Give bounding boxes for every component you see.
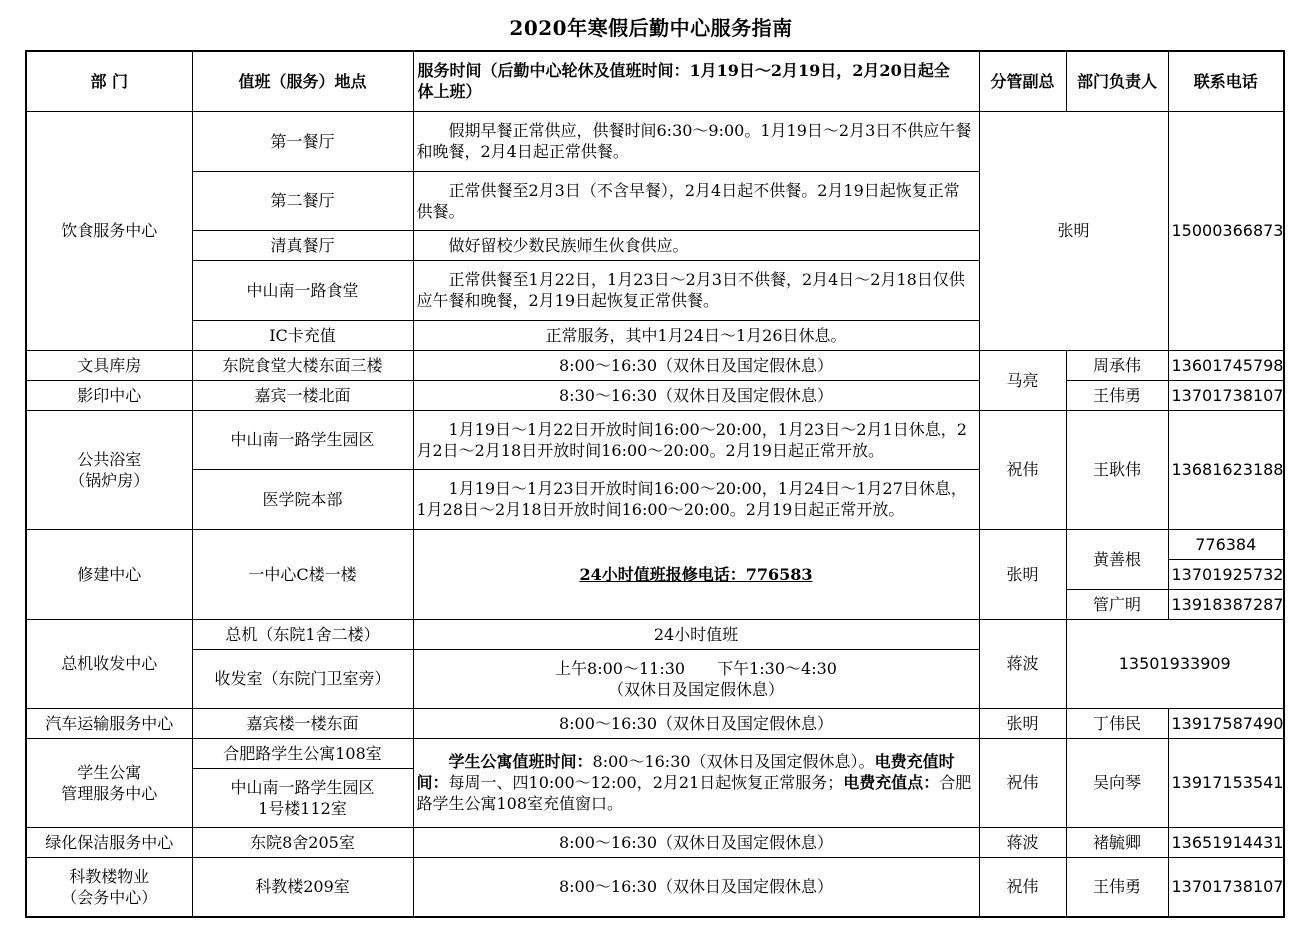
table-row	[26, 738, 1284, 768]
dept-line: 公共浴室	[77, 449, 142, 469]
deputy-cell: 蒋波	[979, 619, 1066, 708]
header-row	[26, 51, 1284, 111]
service-time-cell: 8:00～16:30（双休日及国定假休息）	[413, 708, 979, 738]
service-time-cell: 8:00～16:30（双休日及国定假休息）	[413, 827, 979, 857]
page-title: 2020年寒假后勤中心服务指南	[509, 16, 793, 40]
dept-cell: 绿化保洁服务中心	[26, 827, 192, 857]
phone-cell: 13917587490	[1168, 708, 1284, 738]
phone-cell: 13601745798	[1168, 350, 1284, 380]
location-cell: 科教楼209室	[192, 857, 413, 917]
dorm-text: 合肥路学生公寓108室充值窗口。	[416, 773, 972, 813]
deputy-cell: 蒋波	[979, 827, 1066, 857]
location-cell: 东院8舍205室	[192, 827, 413, 857]
location-cell: 中山南一路学生园区	[192, 410, 413, 469]
dept-line: 学生公寓	[77, 762, 142, 782]
head-cell: 黄善根	[1066, 529, 1168, 589]
header-service-time: 服务时间（后勤中心轮休及值班时间：1月19日～2月19日，2月20日起全体上班）	[413, 51, 979, 111]
location-cell: 嘉宾一楼北面	[192, 380, 413, 410]
table-row	[26, 380, 1284, 410]
dept-line: 管理服务中心	[61, 783, 158, 803]
phone-cell: 13701738107	[1168, 380, 1284, 410]
deputy-cell: 祝伟	[979, 738, 1066, 827]
head-cell: 王伟勇	[1066, 857, 1168, 917]
location-cell: 东院食堂大楼东面三楼	[192, 350, 413, 380]
header-phone: 联系电话	[1168, 51, 1284, 111]
phone-cell: 13681623188	[1168, 410, 1284, 529]
service-time-cell: 1月19日～1月22日开放时间16:00～20:00，1月23日～2月1日休息，2月2日～2月18日开放时间16:00～20:00。2月19日起正常开放。	[413, 410, 979, 469]
phone-cell: 13651914431	[1168, 827, 1284, 857]
head-cell: 管广明	[1066, 589, 1168, 619]
service-time-cell: 8:30～16:30（双休日及国定假休息）	[413, 380, 979, 410]
time-line: 上午8:00～11:30 下午1:30～4:30	[555, 658, 837, 678]
location-line: 中山南一路学生园区	[230, 777, 375, 797]
phone-cell: 15000366873	[1168, 111, 1284, 350]
header-deputy: 分管副总	[979, 51, 1066, 111]
service-time-cell: 正常服务，其中1月24日～1月26日休息。	[413, 320, 979, 350]
dorm-text: 每周一、四10:00～12:00，2月21日起恢复正常服务；	[448, 773, 844, 792]
head-cell: 王耿伟	[1066, 410, 1168, 529]
table-row	[26, 111, 1284, 171]
location-cell: 清真餐厅	[192, 230, 413, 260]
deputy-head-cell: 张明	[979, 111, 1168, 350]
deputy-cell: 祝伟	[979, 410, 1066, 529]
dept-cell: 总机收发中心	[26, 619, 192, 708]
table-row	[26, 827, 1284, 857]
table-row	[26, 410, 1284, 469]
service-time-cell: 正常供餐至1月22日，1月23日～2月3日不供餐，2月4日～2月18日仅供应午餐和晚餐，2月19日起恢复正常供餐。	[413, 260, 979, 320]
table-row	[26, 619, 1284, 649]
location-cell: 第二餐厅	[192, 171, 413, 230]
service-time-cell: 24小时值班	[413, 619, 979, 649]
phone-cell: 776384	[1168, 529, 1284, 559]
location-cell: 总机（东院1舍二楼）	[192, 619, 413, 649]
dept-line: （锅炉房）	[69, 470, 150, 490]
head-cell: 周承伟	[1066, 350, 1168, 380]
service-time-cell	[413, 649, 979, 708]
deputy-cell: 马亮	[979, 350, 1066, 410]
location-cell: 医学院本部	[192, 469, 413, 529]
deputy-cell: 张明	[979, 708, 1066, 738]
service-time-cell: 假期早餐正常供应，供餐时间6:30～9:00。1月19日～2月3日不供应午餐和晚餐，2月4日起正常供餐。	[413, 111, 979, 171]
location-cell: 收发室（东院门卫室旁）	[192, 649, 413, 708]
dorm-label: 学生公寓值班时间：	[448, 752, 593, 771]
header-dept: 部 门	[26, 51, 192, 111]
repair-hotline: 24小时值班报修电话：776583	[413, 529, 979, 619]
dept-line: （会务中心）	[61, 887, 158, 907]
phone-cell: 13918387287	[1168, 589, 1284, 619]
service-time-cell: 正常供餐至2月3日（不含早餐），2月4日起不供餐。2月19日起恢复正常供餐。	[413, 171, 979, 230]
location-cell: 合肥路学生公寓108室	[192, 738, 413, 768]
head-cell: 褚毓卿	[1066, 827, 1168, 857]
head-cell: 吴向琴	[1066, 738, 1168, 827]
dept-cell	[26, 410, 192, 529]
location-cell	[192, 768, 413, 827]
dept-cell: 文具库房	[26, 350, 192, 380]
dorm-label: 电费充值点：	[843, 773, 940, 792]
dept-cell: 修建中心	[26, 529, 192, 619]
phone-cell: 13701925732	[1168, 559, 1284, 589]
header-head: 部门负责人	[1066, 51, 1168, 111]
table-row	[26, 857, 1284, 917]
dept-cell	[26, 738, 192, 827]
deputy-cell: 张明	[979, 529, 1066, 619]
deputy-cell: 祝伟	[979, 857, 1066, 917]
dept-cell: 影印中心	[26, 380, 192, 410]
table-row	[26, 350, 1284, 380]
location-cell: 一中心C楼一楼	[192, 529, 413, 619]
header-location: 值班（服务）地点	[192, 51, 413, 111]
dorm-label: 电费充值时间：	[416, 752, 955, 792]
service-guide-table	[25, 50, 1285, 918]
phone-cell: 13501933909	[1066, 619, 1284, 708]
dept-cell: 汽车运输服务中心	[26, 708, 192, 738]
head-cell: 丁伟民	[1066, 708, 1168, 738]
dept-cell	[26, 857, 192, 917]
phone-cell: 13917153541	[1168, 738, 1284, 827]
location-cell: 第一餐厅	[192, 111, 413, 171]
table-row	[26, 708, 1284, 738]
service-time-cell: 8:00～16:30（双休日及国定假休息）	[413, 350, 979, 380]
table-row	[26, 529, 1284, 559]
location-cell: 中山南一路食堂	[192, 260, 413, 320]
dept-line: 科教楼物业	[69, 866, 150, 886]
location-cell: 嘉宾楼一楼东面	[192, 708, 413, 738]
dorm-text: 8:00～16:30（双休日及国定假休息）。	[592, 752, 875, 771]
service-time-cell: 1月19日～1月23日开放时间16:00～20:00，1月24日～1月27日休息，1月28日～2月18日开放时间16:00～20:00。2月19日起正常开放。	[413, 469, 979, 529]
head-cell: 王伟勇	[1066, 380, 1168, 410]
phone-cell: 13701738107	[1168, 857, 1284, 917]
service-time-cell: 8:00～16:30（双休日及国定假休息）	[413, 857, 979, 917]
location-cell: IC卡充值	[192, 320, 413, 350]
time-line: （双休日及国定假休息）	[607, 679, 784, 699]
dept-cell: 饮食服务中心	[26, 111, 192, 350]
location-line: 1号楼112室	[258, 798, 347, 818]
service-time-cell: 做好留校少数民族师生伙食供应。	[413, 230, 979, 260]
service-time-cell	[413, 738, 979, 827]
